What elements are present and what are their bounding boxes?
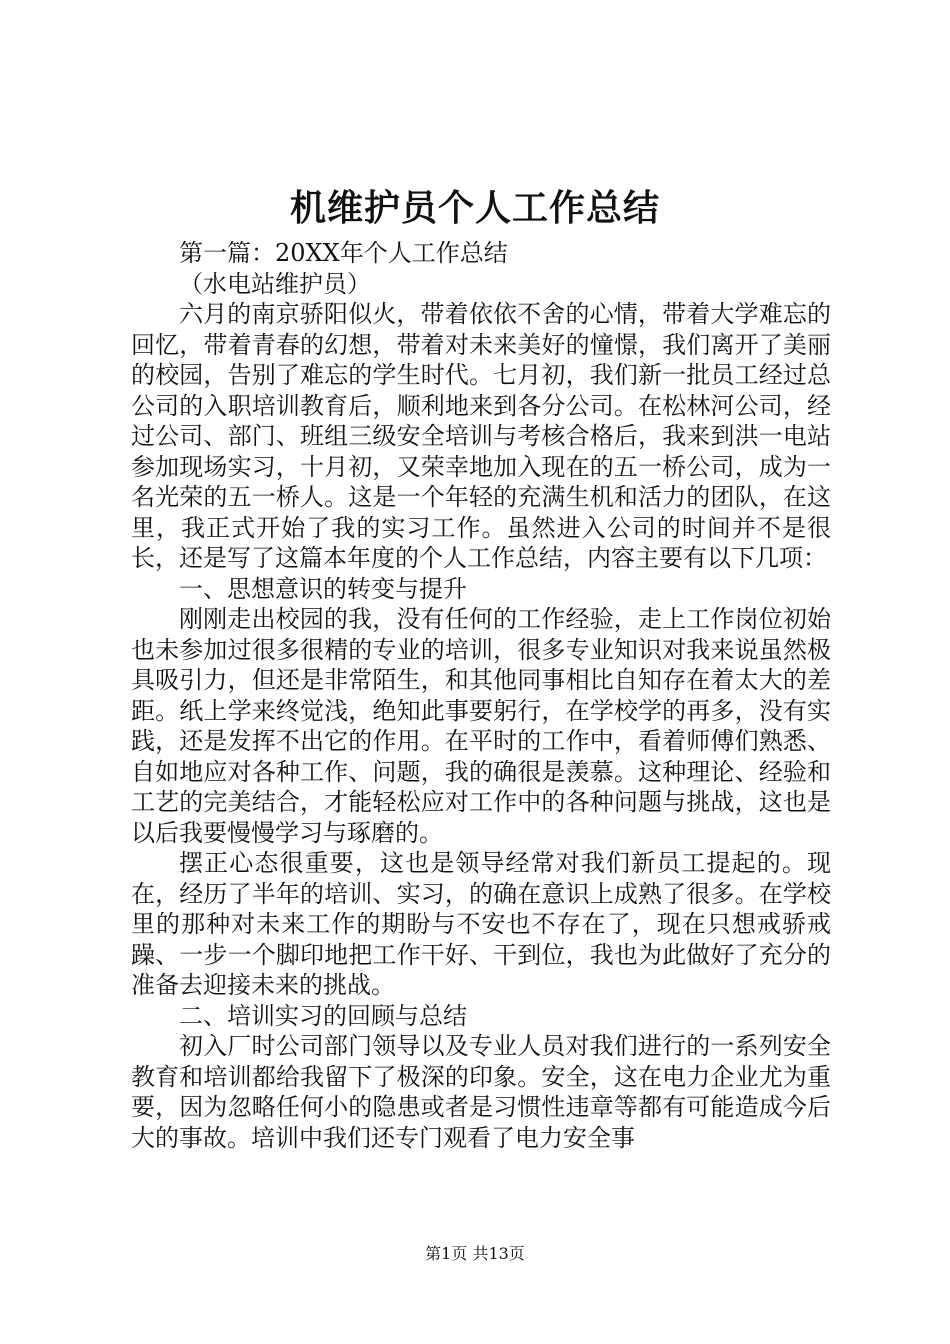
document-title: 机维护员个人工作总结 bbox=[289, 187, 660, 229]
document-body bbox=[131, 238, 831, 1153]
paragraph-body-2: 摆正心态很重要，这也是领导经常对我们新员工提起的。现在，经历了半年的培训、实习，的确在意识上成熟了很多。在学校里的那种对未来工作的期盼与不安也不存在了，现在只想戒骄戒躁、一步一个脚印地把工作干好、干到位，我也为此做好了充分的准备去迎接未来的挑战。 bbox=[131, 849, 831, 999]
paragraph-heading-1: 一、思想意识的转变与提升 bbox=[179, 574, 467, 603]
paragraph-heading-2: 二、培训实习的回顾与总结 bbox=[179, 1001, 467, 1030]
paragraph-intro: 六月的南京骄阳似火，带着依依不舍的心情，带着大学难忘的回忆，带着青春的幻想，带着对未来美好的憧憬，我们离开了美丽的校园，告别了难忘的学生时代。七月初，我们新一批员工经过总公司的入职培训教育后，顺利地来到各分公司。在松林河公司，经过公司、部门、班组三级安全培训与考核合格后，我来到洪一电站参加现场实习，十月初，又荣幸地加入现在的五一桥公司，成为一名光荣的五一桥人。这是一个年轻的充满生机和活力的团队，在这里，我正式开始了我的实习工作。虽然进入公司的时间并不是很长，还是写了这篇本年度的个人工作总结，内容主要有以下几项： bbox=[131, 300, 831, 572]
page-footer: 第1页 共13页 bbox=[425, 1244, 525, 1263]
paragraph-subtitle: （水电站维护员） bbox=[179, 269, 371, 298]
paragraph-section-heading: 第一篇：20XX年个人工作总结 bbox=[179, 239, 508, 267]
paragraph-body-1: 刚刚走出校园的我，没有任何的工作经验，走上工作岗位初始也未参加过很多很精的专业的培训，很多专业知识对我来说虽然极具吸引力，但还是非常陌生，和其他同事相比自知存在着太大的差距。纸上学来终觉浅，绝知此事要躬行，在学校学的再多，没有实践，还是发挥不出它的作用。在平时的工作中，看着师傅们熟悉、自如地应对各种工作、问题，我的确很是羡慕。这种理论、经验和工艺的完美结合，才能轻松应对工作中的各种问题与挑战，这也是以后我要慢慢学习与琢磨的。 bbox=[131, 605, 831, 847]
paragraph-body-3: 初入厂时公司部门领导以及专业人员对我们进行的一系列安全教育和培训都给我留下了极深的印象。安全，这在电力企业尤为重要，因为忽略任何小的隐患或者是习惯性违章等都有可能造成今后大的事故。培训中我们还专门观看了电力安全事 bbox=[131, 1032, 831, 1152]
